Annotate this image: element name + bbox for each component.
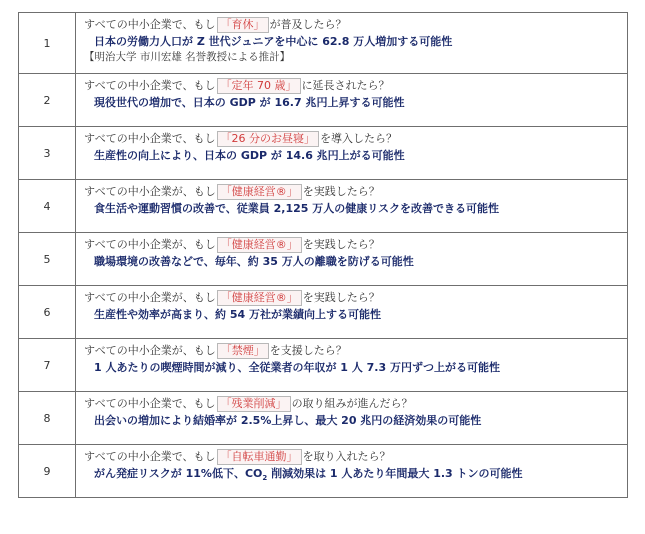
row-body	[76, 233, 628, 286]
highlight-keyword: 「残業削減」	[217, 396, 291, 412]
question-suffix: を導入したら？	[320, 132, 398, 145]
row-number: 4	[19, 180, 76, 233]
question-prefix: すべての中小企業で、もし	[84, 79, 216, 92]
highlight-keyword: 「健康経営®」	[217, 184, 302, 200]
source-note: 【明治大学 市川宏雄 名誉教授による推計】	[84, 51, 291, 63]
result-text: 出会いの増加により結婚率が 2.5%上昇し、最大 20 兆円の経済効果の可能性	[94, 414, 482, 427]
highlight-keyword: 「健康経営®」	[217, 237, 302, 253]
question	[84, 342, 621, 359]
result-text-prefix: がん発症リスクが 11%低下、CO	[94, 467, 263, 480]
table-row	[19, 286, 628, 339]
question-prefix: すべての中小企業で、もし	[84, 397, 216, 410]
question	[84, 16, 621, 33]
row-number: 3	[19, 127, 76, 180]
question-suffix: に延長されたら？	[301, 79, 390, 92]
table-row	[19, 180, 628, 233]
table-row	[19, 127, 628, 180]
row-body	[76, 74, 628, 127]
row-body	[76, 445, 628, 498]
table-row	[19, 74, 628, 127]
question-prefix: すべての中小企業で、もし	[84, 132, 216, 145]
row-body	[76, 286, 628, 339]
question	[84, 395, 621, 412]
question-prefix: すべての中小企業が、もし	[84, 185, 216, 198]
result-text: 職場環境の改善などで、毎年、約 35 万人の離職を防げる可能性	[94, 255, 414, 268]
row-number: 8	[19, 392, 76, 445]
highlight-keyword: 「健康経営®」	[217, 290, 302, 306]
result-text: 食生活や運動習慣の改善で、従業員 2,125 万人の健康リスクを改善できる可能性	[94, 202, 500, 215]
highlight-keyword: 「育休」	[217, 17, 269, 33]
table-row	[19, 233, 628, 286]
table-row	[19, 13, 628, 74]
question-prefix: すべての中小企業が、もし	[84, 291, 216, 304]
row-number: 2	[19, 74, 76, 127]
question	[84, 77, 621, 94]
table-row	[19, 392, 628, 445]
table-row	[19, 445, 628, 498]
question-suffix: を取り入れたら？	[302, 450, 391, 463]
question-prefix: すべての中小企業で、もし	[84, 18, 216, 31]
row-number: 5	[19, 233, 76, 286]
question-suffix: が普及したら？	[269, 18, 347, 31]
question-suffix: の取り組みが進んだら？	[291, 397, 413, 410]
row-number: 1	[19, 13, 76, 74]
question-suffix: を実践したら？	[302, 291, 380, 304]
result-text: 日本の労働力人口が Z 世代ジュニアを中心に 62.8 万人増加する可能性	[94, 35, 453, 48]
highlight-keyword: 「26 分のお昼寝」	[217, 131, 320, 147]
question	[84, 448, 621, 465]
row-number: 6	[19, 286, 76, 339]
result-text: 生産性の向上により、日本の GDP が 14.6 兆円上がる可能性	[94, 149, 405, 162]
highlight-keyword: 「自転車通勤」	[217, 449, 302, 465]
highlight-keyword: 「定年 70 歳」	[217, 78, 301, 94]
question-prefix: すべての中小企業が、もし	[84, 344, 216, 357]
result-text: 生産性や効率が高まり、約 54 万社が業績向上する可能性	[94, 308, 381, 321]
question	[84, 289, 621, 306]
question-suffix: を実践したら？	[302, 185, 380, 198]
row-number: 7	[19, 339, 76, 392]
highlight-keyword: 「禁煙」	[217, 343, 269, 359]
row-body	[76, 392, 628, 445]
subscript-two: 2	[262, 474, 268, 483]
result-text: 1 人あたりの喫煙時間が減り、全従業者の年収が 1 人 7.3 万円ずつ上がる可能性	[94, 361, 500, 374]
question-suffix: を支援したら？	[269, 344, 347, 357]
question	[84, 236, 621, 253]
findings-table	[18, 12, 628, 498]
result-text: 現役世代の増加で、日本の GDP が 16.7 兆円上昇する可能性	[94, 96, 405, 109]
question-suffix: を実践したら？	[302, 238, 380, 251]
result-text-suffix: 削減効果は 1 人あたり年間最大 1.3 トンの可能性	[267, 467, 523, 480]
findings-table-wrapper	[18, 12, 628, 498]
row-body	[76, 13, 628, 74]
result-text	[84, 465, 621, 487]
question	[84, 130, 621, 147]
question	[84, 183, 621, 200]
row-body	[76, 339, 628, 392]
question-prefix: すべての中小企業が、もし	[84, 238, 216, 251]
row-number: 9	[19, 445, 76, 498]
table-row	[19, 339, 628, 392]
question-prefix: すべての中小企業で、もし	[84, 450, 216, 463]
row-body	[76, 127, 628, 180]
row-body	[76, 180, 628, 233]
